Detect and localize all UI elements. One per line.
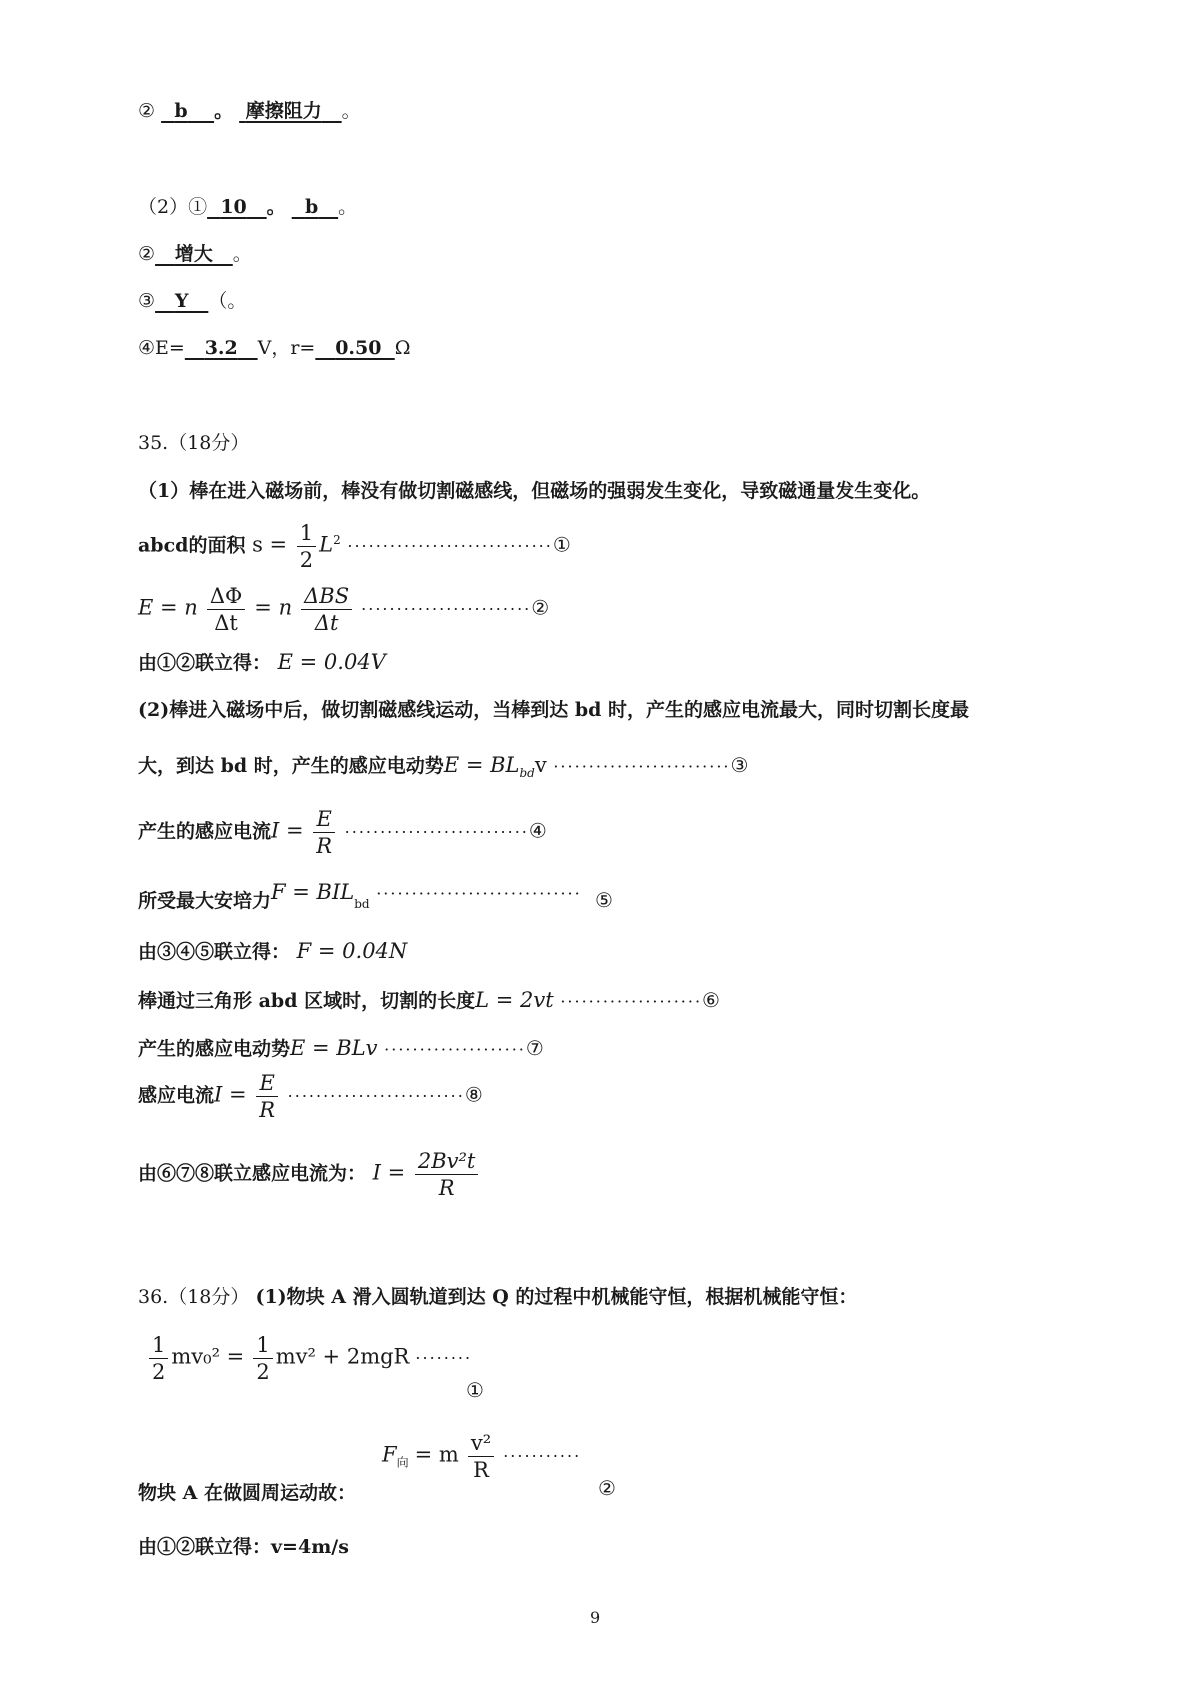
q35-area-line: abcd的面积 s = $\frac{1}{2}$ $L^2$ ·····························① <box>138 521 571 573</box>
current-fraction: $\frac{E}{R}$ <box>313 808 335 857</box>
blank-answer: 增大 <box>174 243 213 265</box>
centripetal-fraction: $\frac{\text{v²}}{R}$ <box>468 1432 494 1481</box>
q35-force-line: 所受最大安培力$F = BIL_{bd}$ ····························· ⑤ <box>138 880 613 912</box>
emf-answer: 3.2 <box>204 337 238 359</box>
q35-paragraph-1: （1）棒在进入磁场前，棒没有做切割磁感线，但磁场的强弱发生变化，导致磁通量发生变化。 <box>138 480 931 502</box>
q36-circle-1: ① <box>466 1378 484 1402</box>
blank-answer: 10 <box>220 196 247 218</box>
q35-result-2: 由③④⑤联立得： F = 0.04N <box>138 939 408 963</box>
q35-triangle-line: 棒通过三角形 abd 区域时，切割的长度L = 2vt ····················⑥ <box>138 988 720 1012</box>
q35-emf-formula: E = n $\frac{\Delta\Phi}{\Delta t}$ = n $\frac{\text{ΔBS}}{\Delta t}$ ························② <box>138 584 550 636</box>
item-number: ② <box>138 243 156 265</box>
blank-answer: b <box>304 196 319 218</box>
q36-energy-equation: $\frac{1}{2}$ mv₀² = $\frac{1}{2}$ mv² + 2mgR ········ <box>146 1334 472 1383</box>
velocity-answer: v=4m/s <box>271 1536 349 1558</box>
answer-line-4: ③ Y （。 <box>138 290 247 312</box>
item-number: （2）① <box>138 196 208 218</box>
q36-result: 由①②联立得：v=4m/s <box>138 1536 349 1558</box>
blank-answer: Y <box>174 290 189 312</box>
blank-answer: 摩擦阻力 <box>245 100 322 122</box>
q35-result-3: 由⑥⑦⑧联立感应电流为： I = $\frac{\text{2Bv²t}}{R}$ <box>138 1150 481 1199</box>
q36-heading: 36.（18分） (1)物块 A 滑入圆轨道到达 Q 的过程中机械能守恒，根据机械能守恒： <box>138 1286 858 1308</box>
flux-fraction: $\frac{\Delta\Phi}{\Delta t}$ <box>207 585 245 634</box>
q35-paragraph-2b: 大，到达 bd 时，产生的感应电动势$E = BL_{bd}v$ ·························③ <box>138 753 749 780</box>
dbs-fraction: $\frac{\text{ΔBS}}{\Delta t}$ <box>301 585 352 634</box>
blank-answer: b <box>174 100 188 122</box>
answer-line-3: ② 增大 。 <box>138 243 252 265</box>
current2-fraction: $\frac{E}{R}$ <box>256 1072 278 1121</box>
q35-emf2-line: 产生的感应电动势E = BLv ····················⑦ <box>138 1036 544 1060</box>
item-number: ③ <box>138 290 156 312</box>
q35-result-1: 由①②联立得： E = 0.04V <box>138 650 386 674</box>
item-number: ② <box>138 100 156 122</box>
q35-paragraph-2a: (2)棒进入磁场中后，做切割磁感线运动，当棒到达 bd 时，产生的感应电流最大，同时切割长度最 <box>138 699 970 721</box>
q35-title: 35.（18分） <box>138 432 250 454</box>
answer-line-2: （2）① 10 。 b 。 <box>138 196 358 218</box>
q36-circular-motion-text: 物块 A 在做圆周运动故： <box>138 1482 356 1504</box>
final-current-fraction: $\frac{\text{2Bv²t}}{R}$ <box>415 1150 479 1199</box>
q35-current-line: 产生的感应电流I = $\frac{E}{R}$ ··························④ <box>138 807 547 859</box>
q36-centripetal-formula: $F_向 = m$ $\frac{\text{v²}}{R}$ ··········· <box>382 1431 582 1483</box>
resistance-answer: 0.50 <box>335 337 382 359</box>
q36-circle-2: ② <box>598 1476 616 1500</box>
page-number: 9 <box>590 1608 601 1627</box>
answer-line-1: ② b 。 摩擦阻力 。 <box>138 100 361 122</box>
area-fraction: $\frac{1}{2}$ <box>297 522 316 571</box>
q35-current2-line: 感应电流I = $\frac{E}{R}$ ·························⑧ <box>138 1071 483 1123</box>
answer-line-5: ④E= 3.2 V，r= 0.50 Ω <box>138 337 411 359</box>
